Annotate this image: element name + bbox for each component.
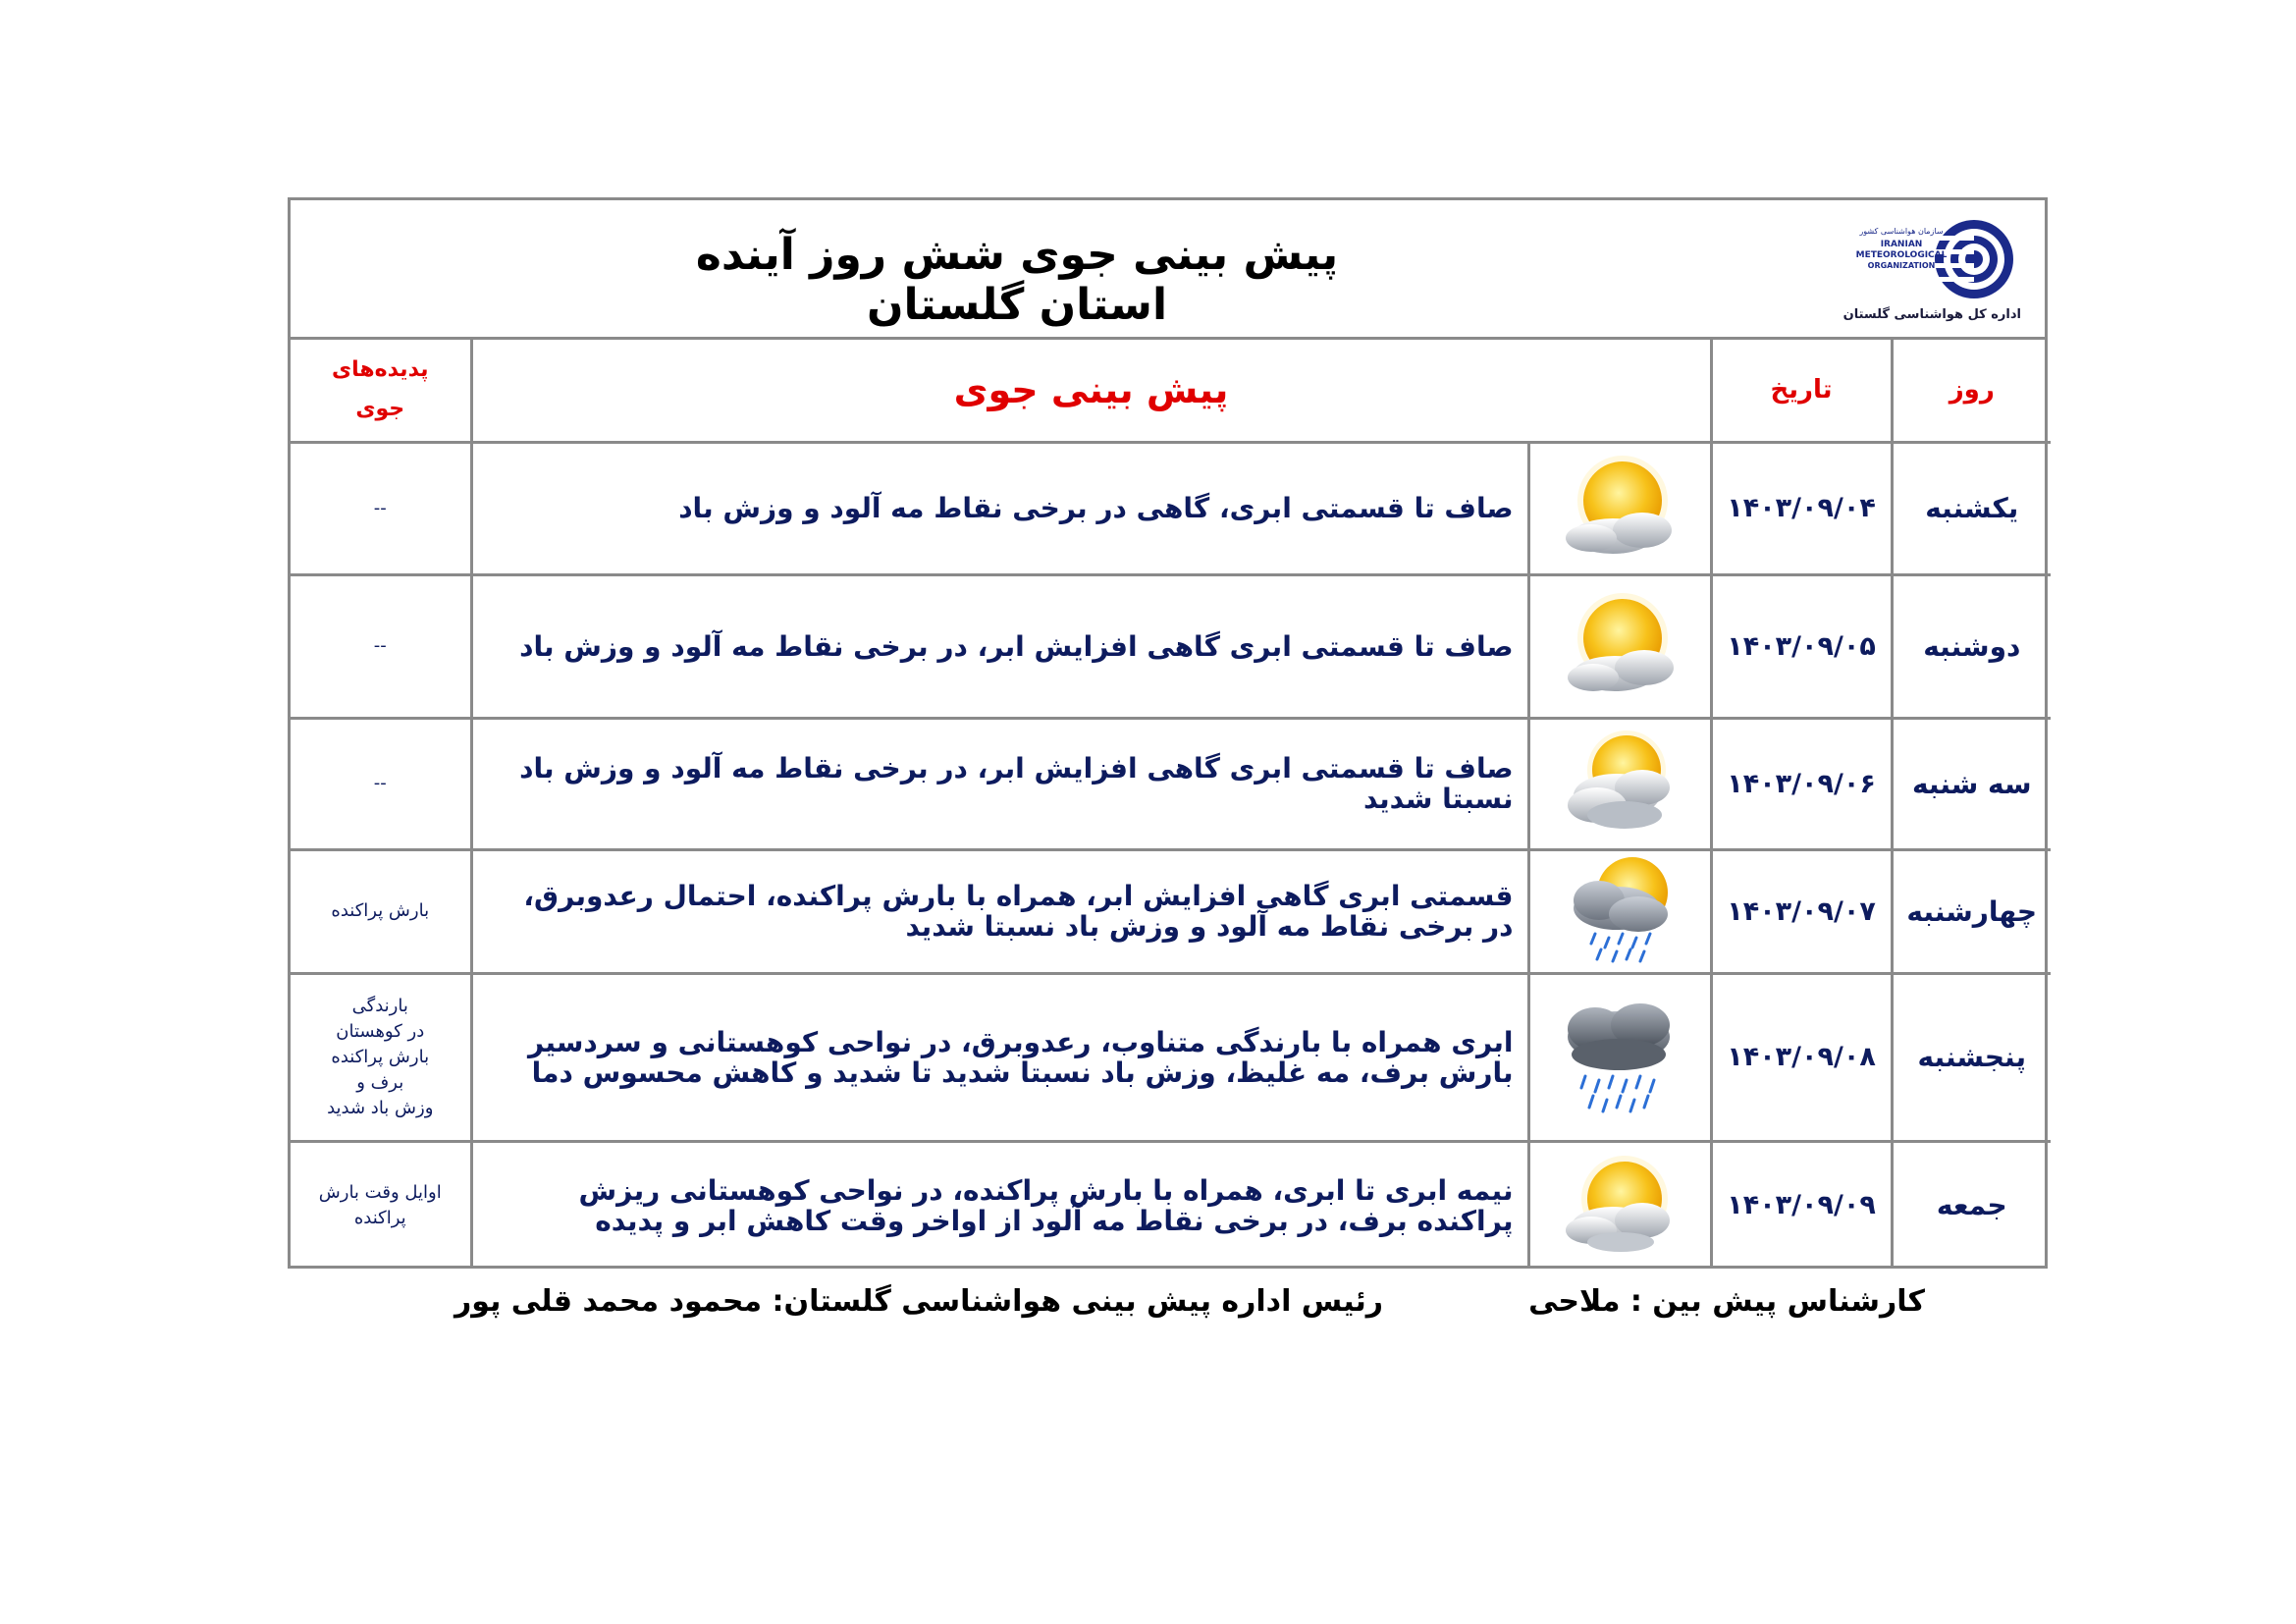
forecast-text: صاف تا قسمتی ابری گاهی افزایش ابر، در برخی نقاط مه آلود و وزش باد نسبتا شدید — [471, 718, 1528, 849]
weather-icon-cell — [1528, 973, 1711, 1141]
forecast-text: صاف تا قسمتی ابری، گاهی در برخی نقاط مه آلود و وزش باد — [471, 442, 1528, 574]
forecast-table — [291, 340, 2051, 1269]
date-cell: ۱۴۰۳/۰۹/۰۸ — [1711, 973, 1892, 1141]
table-row — [291, 973, 2051, 1141]
forecast-text: ابری همراه با بارندگی متناوب، رعدوبرق، در نواحی کوهستانی و سردسیر بارش برف، مه غلیظ، وزش باد نسبتا شدید تا شدید و کاهش محسوس دما — [471, 973, 1528, 1141]
table-row — [291, 718, 2051, 849]
date-cell: ۱۴۰۳/۰۹/۰۷ — [1711, 849, 1892, 973]
day-cell: یکشنبه — [1892, 442, 2051, 574]
logo-emblem-icon — [1827, 214, 2023, 307]
partly-cloudy-icon — [1556, 450, 1683, 568]
phenomena-cell — [291, 973, 471, 1141]
table-row — [291, 849, 2051, 973]
heavy-rain-icon — [1556, 994, 1683, 1121]
date-cell: ۱۴۰۳/۰۹/۰۵ — [1711, 574, 1892, 718]
table-header-row — [291, 340, 2051, 442]
weather-icon-cell — [1528, 718, 1711, 849]
head-of-office-credit: رئیس اداره پیش بینی هواشناسی گلستان: محمود محمد قلی پور — [454, 1284, 1383, 1319]
weather-icon-cell — [1528, 1141, 1711, 1269]
phenomena-cell: -- — [291, 574, 471, 718]
sun-cloud-rain-icon — [1556, 853, 1683, 969]
phenomena-line: برف و — [356, 1071, 404, 1093]
day-cell: پنجشنبه — [1892, 973, 2051, 1141]
day-cell: دوشنبه — [1892, 574, 2051, 718]
date-cell: ۱۴۰۳/۰۹/۰۶ — [1711, 718, 1892, 849]
day-cell: سه شنبه — [1892, 718, 2051, 849]
forecaster-credit: کارشناس پیش بین : ملاحی — [1528, 1284, 1925, 1319]
partly-cloudy-icon — [1556, 587, 1683, 705]
phenomena-line: در کوهستان — [336, 1020, 425, 1042]
phenomena-cell: -- — [291, 718, 471, 849]
date-cell: ۱۴۰۳/۰۹/۰۴ — [1711, 442, 1892, 574]
table-row — [291, 442, 2051, 574]
phenomena-cell: -- — [291, 442, 471, 574]
header-date: تاریخ — [1711, 340, 1892, 442]
forecast-text: قسمتی ابری گاهی افزایش ابر، همراه با بارش پراکنده، احتمال رعدوبرق، در برخی نقاط مه آلود و وزش باد نسبتا شدید — [471, 849, 1528, 973]
header-day: روز — [1892, 340, 2051, 442]
date-cell: ۱۴۰۳/۰۹/۰۹ — [1711, 1141, 1892, 1269]
page-title: پیش بینی جوی شش روز آینده استان گلستان — [695, 230, 1339, 330]
forecast-text: صاف تا قسمتی ابری گاهی افزایش ابر، در برخی نقاط مه آلود و وزش باد — [471, 574, 1528, 718]
header-phenomena — [291, 340, 471, 442]
header-forecast: پیش بینی جوی — [471, 340, 1711, 442]
svg-text:METEOROLOGICAL: METEOROLOGICAL — [1855, 250, 1948, 260]
phenomena-line: وزش باد شدید — [327, 1097, 434, 1118]
header-phenomena-line-2: جوی — [355, 397, 405, 422]
weather-icon-cell — [1528, 442, 1711, 574]
meteorological-organization-logo — [1827, 214, 2023, 332]
day-cell: جمعه — [1892, 1141, 2051, 1269]
svg-text:ORGANIZATION: ORGANIZATION — [1867, 261, 1936, 270]
svg-text:سازمان هواشناسی کشور: سازمان هواشناسی کشور — [1859, 227, 1944, 236]
header-phenomena-line-1: پدیده‌های — [331, 357, 429, 383]
forecast-text: نیمه ابری تا ابری، همراه با بارش پراکنده، در نواحی کوهستانی ریزش پراکنده برف، در برخی نقاط مه آلود از اواخر وقت کاهش ابر و پدیده — [471, 1141, 1528, 1269]
mostly-cloudy-icon — [1556, 725, 1683, 842]
table-row — [291, 1141, 2051, 1269]
title-row — [291, 200, 2045, 340]
weather-icon-cell — [1528, 574, 1711, 718]
office-name: اداره کل هواشناسی گلستان — [1842, 307, 2021, 322]
forecast-sheet — [288, 197, 2048, 1269]
table-row — [291, 574, 2051, 718]
weather-icon-cell — [1528, 849, 1711, 973]
partly-cloudy-icon — [1556, 1148, 1683, 1264]
svg-text:IRANIAN: IRANIAN — [1880, 240, 1923, 249]
phenomena-line: بارندگی — [351, 995, 408, 1016]
phenomena-line: بارش پراکنده — [331, 1046, 430, 1067]
phenomena-cell: بارش پراکنده — [291, 849, 471, 973]
day-cell: چهارشنبه — [1892, 849, 2051, 973]
phenomena-cell: اوایل وقت بارش پراکنده — [291, 1141, 471, 1269]
